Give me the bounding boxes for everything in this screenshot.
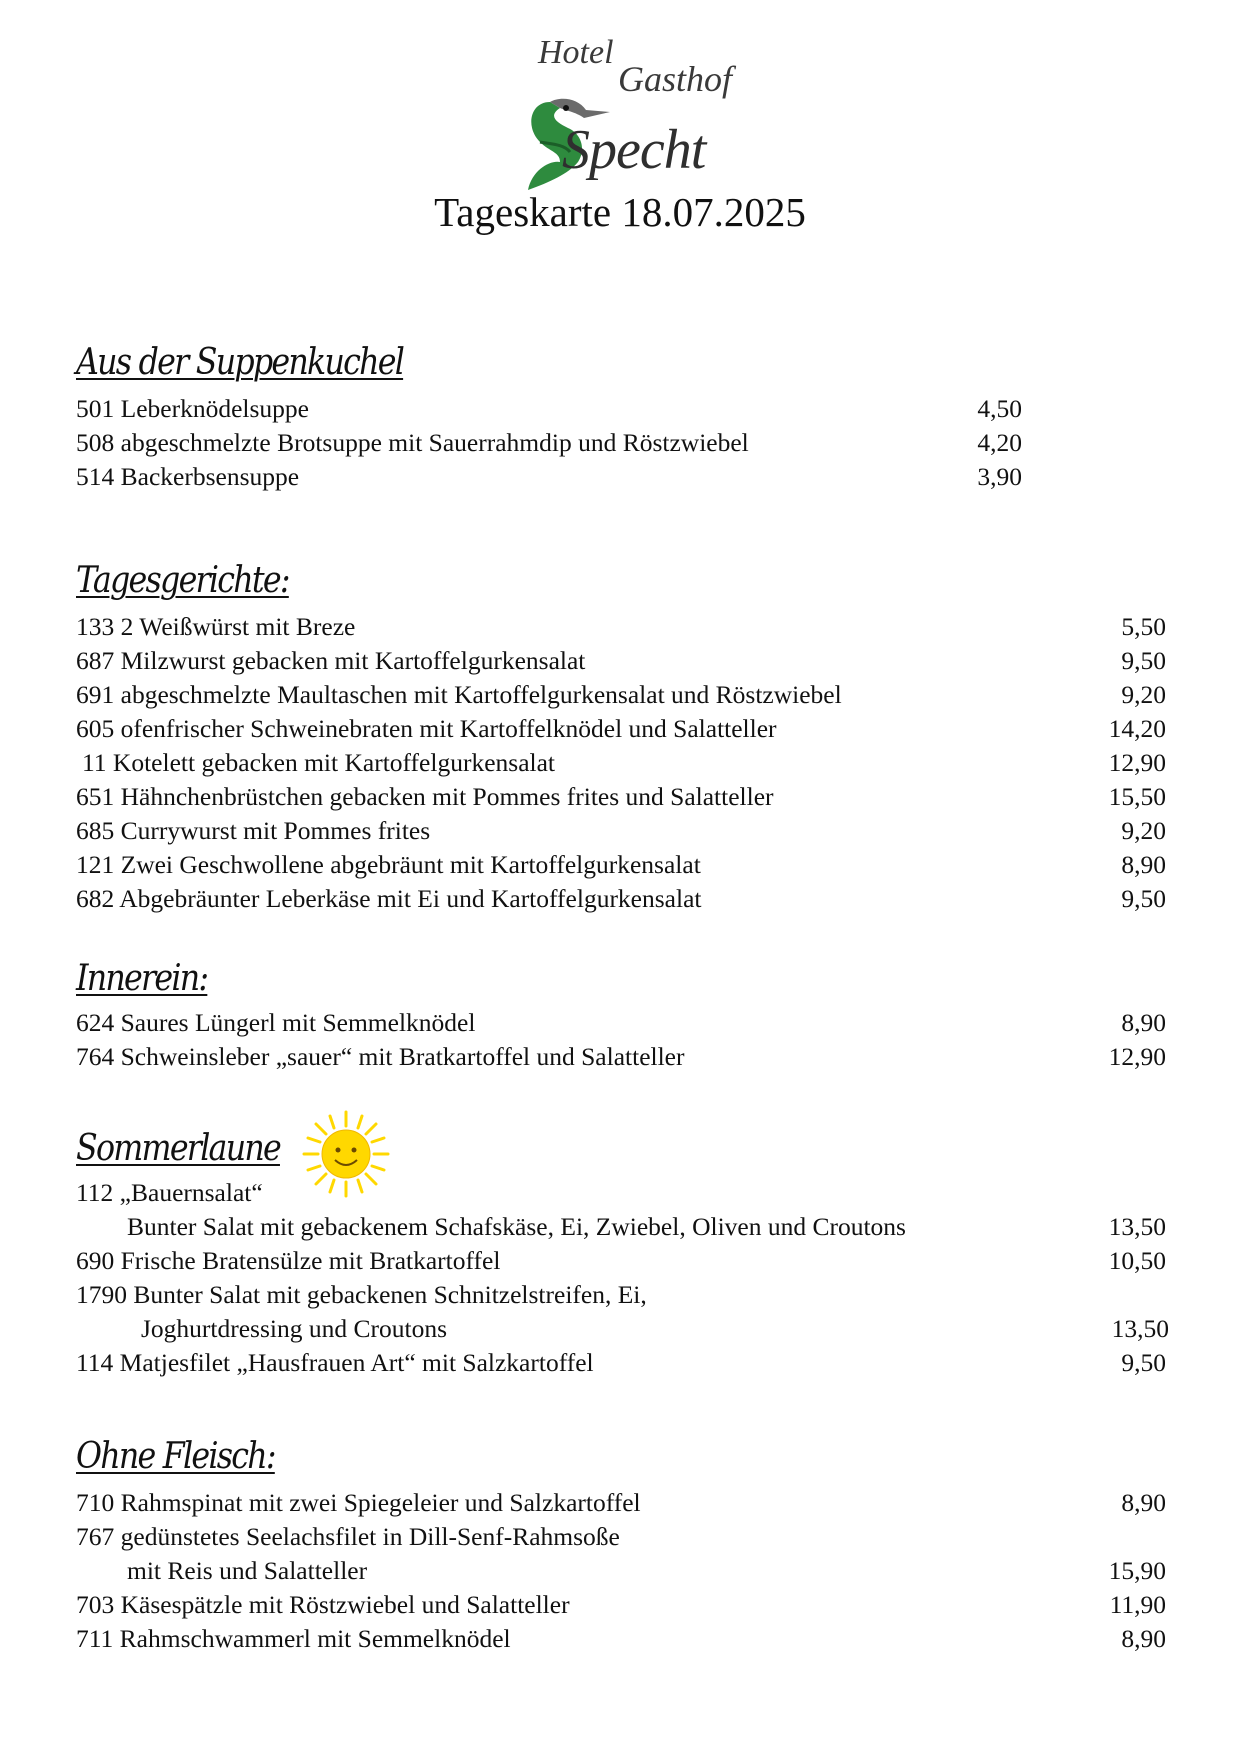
menu-item-price: 13,50 xyxy=(1108,1212,1166,1241)
menu-item: 764 Schweinsleber „sauer“ mit Bratkartoffel und Salatteller xyxy=(76,1042,685,1071)
section-heading-suppen: Aus der Suppenkuchel xyxy=(76,342,404,383)
menu-item: 682 Abgebräunter Leberkäse mit Ei und Kartoffelgurkensalat xyxy=(76,884,702,913)
menu-item: 112 „Bauernsalat“ xyxy=(76,1178,263,1207)
menu-item-price: 15,50 xyxy=(1108,782,1166,811)
menu-item-price: 4,50 xyxy=(977,394,1022,423)
menu-item-description: Bunter Salat mit gebackenem Schafskäse, Ei, Zwiebel, Oliven und Croutons xyxy=(127,1212,906,1241)
menu-item: 690 Frische Bratensülze mit Bratkartoffel xyxy=(76,1246,501,1275)
logo-hotel-text: Hotel xyxy=(538,34,614,71)
menu-item: 624 Saures Lüngerl mit Semmelknödel xyxy=(76,1008,476,1037)
menu-item-price: 9,20 xyxy=(1121,680,1166,709)
page-title: Tageskarte 18.07.2025 xyxy=(434,189,806,235)
menu-item: 685 Currywurst mit Pommes frites xyxy=(76,816,431,845)
menu-item: 1790 Bunter Salat mit gebackenen Schnitzelstreifen, Ei, xyxy=(76,1280,647,1309)
sun-icon xyxy=(300,1108,392,1200)
menu-item: 651 Hähnchenbrüstchen gebacken mit Pommes frites und Salatteller xyxy=(76,782,774,811)
section-heading-sommerlaune: Sommerlaune xyxy=(76,1128,280,1169)
menu-item-price: 11,90 xyxy=(1109,1590,1166,1619)
menu-item-price: 8,90 xyxy=(1121,1008,1166,1037)
menu-item-price: 9,50 xyxy=(1121,884,1166,913)
menu-item: 11 Kotelett gebacken mit Kartoffelgurkensalat xyxy=(82,748,555,777)
menu-item: 605 ofenfrischer Schweinebraten mit Kartoffelknödel und Salatteller xyxy=(76,714,777,743)
menu-item: 508 abgeschmelzte Brotsuppe mit Sauerrahmdip und Röstzwiebel xyxy=(76,428,749,457)
menu-item-description: mit Reis und Salatteller xyxy=(127,1556,368,1585)
hotel-logo xyxy=(520,28,750,188)
menu-item-price: 8,90 xyxy=(1121,1488,1166,1517)
menu-item: 514 Backerbsensuppe xyxy=(76,462,300,491)
menu-item-price: 3,90 xyxy=(977,462,1022,491)
menu-item-price: 8,90 xyxy=(1121,1624,1166,1653)
menu-item-price: 10,50 xyxy=(1108,1246,1166,1275)
logo-gasthof-text: Gasthof xyxy=(618,59,733,99)
menu-item: 133 2 Weißwürst mit Breze xyxy=(76,612,356,641)
menu-item-price: 5,50 xyxy=(1121,612,1166,641)
menu-item-price: 9,20 xyxy=(1121,816,1166,845)
menu-item-description: Joghurtdressing und Croutons xyxy=(141,1314,447,1343)
menu-item-price: 13,50 xyxy=(1111,1314,1169,1343)
logo-specht-text: Specht xyxy=(562,119,706,181)
menu-item: 121 Zwei Geschwollene abgebräunt mit Kartoffelgurkensalat xyxy=(76,850,701,879)
menu-item: 767 gedünstetes Seelachsfilet in Dill-Senf-Rahmsoße xyxy=(76,1522,620,1551)
menu-item-price: 15,90 xyxy=(1108,1556,1166,1585)
section-heading-ohne-fleisch: Ohne Fleisch: xyxy=(76,1436,275,1477)
menu-item: 703 Käsespätzle mit Röstzwiebel und Salatteller xyxy=(76,1590,570,1619)
menu-item: 114 Matjesfilet „Hausfrauen Art“ mit Salzkartoffel xyxy=(76,1348,594,1377)
menu-item-price: 4,20 xyxy=(977,428,1022,457)
menu-item: 691 abgeschmelzte Maultaschen mit Kartoffelgurkensalat und Röstzwiebel xyxy=(76,680,842,709)
menu-item-price: 12,90 xyxy=(1108,1042,1166,1071)
section-heading-tagesgerichte: Tagesgerichte: xyxy=(76,560,289,601)
menu-item-price: 9,50 xyxy=(1121,1348,1166,1377)
menu-item: 710 Rahmspinat mit zwei Spiegeleier und Salzkartoffel xyxy=(76,1488,641,1517)
menu-item: 687 Milzwurst gebacken mit Kartoffelgurkensalat xyxy=(76,646,586,675)
menu-item: 711 Rahmschwammerl mit Semmelknödel xyxy=(76,1624,511,1653)
menu-item: 501 Leberknödelsuppe xyxy=(76,394,309,423)
menu-item-price: 12,90 xyxy=(1108,748,1166,777)
menu-item-price: 8,90 xyxy=(1121,850,1166,879)
menu-item-price: 14,20 xyxy=(1108,714,1166,743)
menu-item-price: 9,50 xyxy=(1121,646,1166,675)
section-heading-innerein: Innerein: xyxy=(76,958,208,999)
